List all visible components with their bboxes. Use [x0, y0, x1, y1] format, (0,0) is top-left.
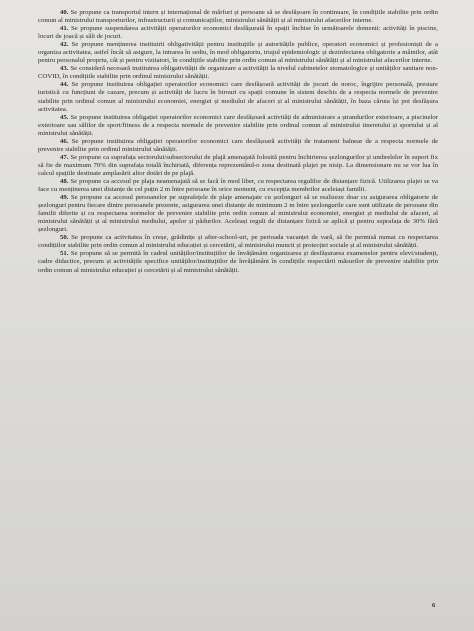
- paragraph-text: Se propune ca activitatea în creșe, grădinițe și after-school-uri, pe perioada vacanței de vară, să fie permisă numai cu respectarea condițiilor stabilite prin ordin comun al ministrului educației și cercetării, al ministrului muncii și protecției sociale și al ministrului sănătății.: [38, 234, 438, 250]
- paragraph-text: Se propune instituirea obligației operatorilor economici care desfășoară activități de jocuri de noroc, îngrijire personală, prestare turistică cu funcțiuni de cazare, precum și activități de lucru în birouri cu spații comune în sistem deschis de a respecta normele de prevenire stabilite prin ordinul comun al ministrului economiei, energiei și mediului de afaceri și al ministrului sănătății, în baza căruia își pot desfășura activitatea.: [38, 81, 438, 113]
- paragraph-number: 43.: [60, 65, 69, 73]
- paragraph-text: Se propune instituirea obligației operatorilor economici care desfășoară activități de administrare a ștrandurilor exterioare, a piscinelor exterioare sau sălilor de sport/fitness de a respecta normele de prevenire stabilite prin ordinul comun al ministrului tineretului și sportului și al ministrului sănătății.: [38, 113, 439, 137]
- paragraph-text: Se propune menținerea instituirii obligativității pentru instituțiile și autoritățile publice, operatori economici și profesioniști de a organiza activitatea, astfel încât să asigure, la intrarea în sediu, în mod obligatoriu, triajul epidemiologic și dezinfectarea obligatorie a mâinilor, atât pentru personalul propriu, cât și pentru vizitatori, în condițiile stabilite prin ordin comun al ministrului sănătății și al ministrului afacerilor interne.: [38, 41, 439, 65]
- paragraph-number: 47.: [60, 153, 69, 161]
- page-number: 6: [432, 602, 436, 609]
- paragraph-43: [38, 65, 438, 81]
- paragraph-44: [38, 81, 438, 113]
- paragraph-number: 42.: [60, 41, 69, 49]
- paragraph-49: [38, 194, 438, 234]
- paragraph-40: [38, 9, 438, 25]
- paragraph-number: 49.: [60, 194, 69, 202]
- paragraph-number: 40.: [60, 9, 69, 16]
- paragraph-text: Se propune ca suprafața sectorului/subsectorului de plajă amenajată folosită pentru închirierea șezlongurilor și umbrelelor în suport fix să fie de maximum 70% din suprafața totală închiriată, diferența reprezentând-o zona destinată plajei pe nisip. La dimensionare nu se vor lua în calcul spațiile destinate amplasării altor dotări de pe plajă.: [38, 153, 438, 177]
- paragraph-41: [38, 25, 438, 41]
- paragraph-number: 50.: [60, 234, 69, 242]
- paragraph-42: [38, 41, 438, 65]
- paragraph-48: [38, 178, 438, 194]
- paragraph-text: Se propune ca accesul persoanelor pe suprafețele de plaje amenajate cu șezlonguri să se realizeze doar cu asigurarea obligatorie de șezlonguri pentru fiecare dintre persoanele prezente, asigurarea unei distanțe de minimum 2 m între șezlongurile care sunt utilizate de persoane din familii diferite și cu respectarea normelor de prevenire stabilite prin ordin comun al ministrului economiei, energiei și mediului de afaceri, al ministrului sănătății și al ministrului mediului, apelor și pădurilor. Aceleași reguli de distanțare fizică se aplică și pentru suprafața de 30% fără șezlonguri.: [38, 194, 439, 234]
- paragraph-46: [38, 138, 438, 154]
- document-body: [38, 9, 438, 275]
- paragraph-number: 48.: [60, 177, 69, 185]
- paragraph-text: Se propune instituirea obligației operatorilor economici care desfășoară activități de tratament balnear de a respecta normele de prevenire stabilite prin ordinul ministrului sănătății.: [38, 137, 438, 153]
- paragraph-text: Se consideră necesară instituirea obligativității de organizare a activității la nivelul cabinetelor stomatologice și unităților sanitare non-COVID, în condițiile stabilite prin ordinul ministrului sănătății.: [38, 65, 439, 81]
- paragraph-text: Se propune ca accesul pe plaja neamenajată să se facă în mod liber, cu respectarea regulilor de distanțare fizică. Utilizarea plajei se va face cu menținerea unei distanțe de cel puțin 2 m între persoane în orice moment, cu excepția membrilor aceleiași familii.: [38, 177, 439, 194]
- paragraph-number: 44.: [60, 81, 69, 89]
- paragraph-number: 46.: [60, 137, 69, 145]
- paragraph-45: [38, 114, 438, 138]
- paragraph-number: 51.: [60, 250, 69, 258]
- paragraph-number: 45.: [60, 113, 69, 121]
- paragraph-text: Se propune ca transportul intern și internațional de mărfuri și persoane să se desfășoare în continuare, în condițiile stabilite prin ordin comun al ministrului transporturilor, infrastructurii și comunicațiilor, ministrului sănătății și al ministrului afacerilor interne.: [38, 9, 438, 25]
- paragraph-text: Se propune să se permită în cadrul unităților/instituțiilor de învățământ organizarea și desfășurarea examenelor pentru elevi/studenți, cadre didactice, precum și activitățile specifice unităților/instituțiilor de învățământ în condițiile respectării măsurilor de prevenire stabilite prin ordin comun al ministrului educației și cercetării și al ministrului sănătății.: [38, 250, 438, 274]
- paragraph-51: [38, 250, 438, 274]
- paragraph-50: [38, 234, 438, 250]
- paragraph-text: Se propune suspendarea activității operatorilor economici desfășurată în spații închise în următoarele domenii: activități în piscine, locuri de joacă și săli de jocuri.: [38, 25, 438, 41]
- paragraph-number: 41.: [60, 25, 69, 33]
- paragraph-47: [38, 154, 438, 178]
